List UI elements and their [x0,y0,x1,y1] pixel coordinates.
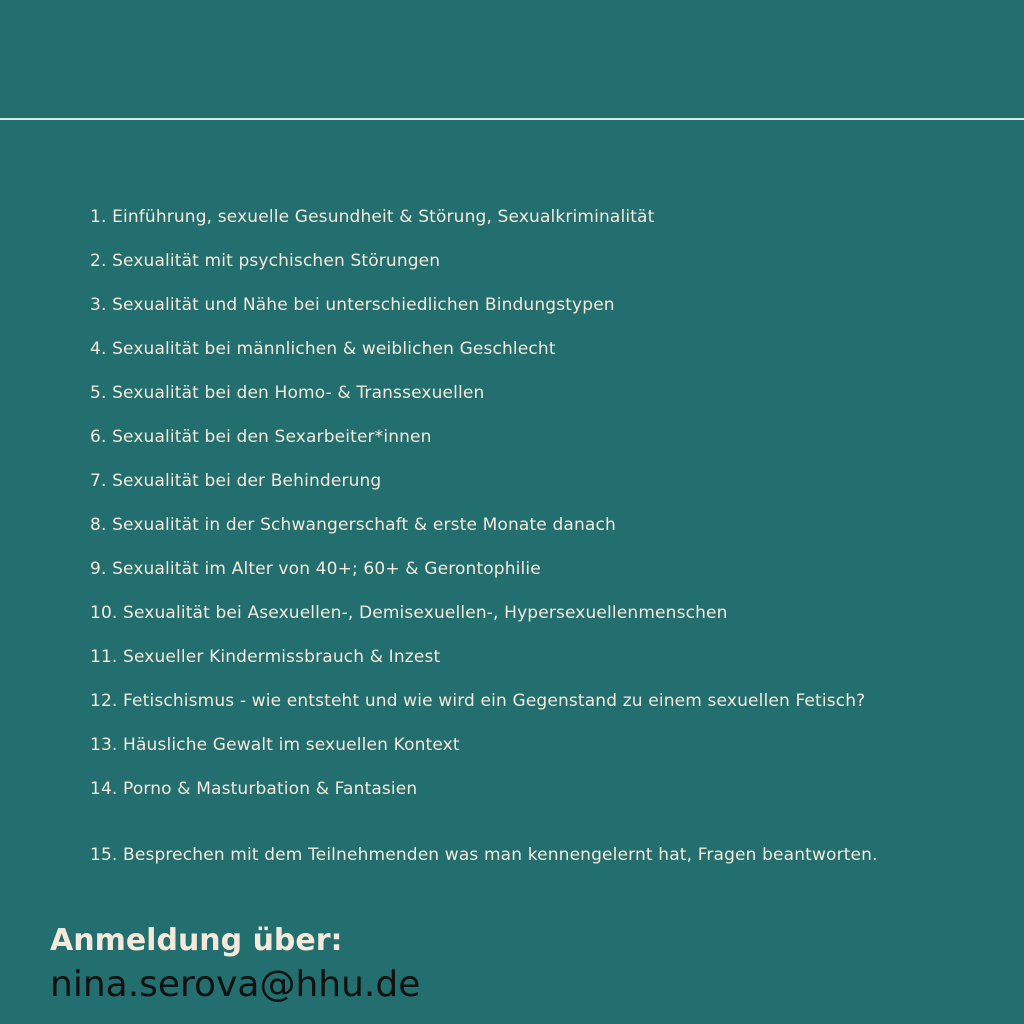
topic-item: 9. Sexualität im Alter von 40+; 60+ & Gerontophilie [90,559,541,579]
topic-item: 10. Sexualität bei Asexuellen-, Demisexuellen-, Hypersexuellenmenschen [90,603,728,623]
topic-item: 3. Sexualität und Nähe bei unterschiedlichen Bindungstypen [90,295,615,315]
topic-item: 15. Besprechen mit dem Teilnehmenden was man kennengelernt hat, Fragen beantworten. [90,845,878,865]
signup-email-link[interactable]: nina.serova@hhu.de [50,964,421,1005]
topic-item: 12. Fetischismus - wie entsteht und wie wird ein Gegenstand zu einem sexuellen Fetisch? [90,691,866,711]
topic-item: 7. Sexualität bei der Behinderung [90,471,382,491]
topic-item: 2. Sexualität mit psychischen Störungen [90,251,441,271]
top-divider-line [0,118,1024,120]
signup-heading: Anmeldung über: [50,923,343,958]
topic-item: 1. Einführung, sexuelle Gesundheit & Störung, Sexualkriminalität [90,207,655,227]
topic-item: 5. Sexualität bei den Homo- & Transsexuellen [90,383,485,403]
topic-item: 8. Sexualität in der Schwangerschaft & erste Monate danach [90,515,616,535]
topic-item: 6. Sexualität bei den Sexarbeiter*innen [90,427,432,447]
topic-item: 13. Häusliche Gewalt im sexuellen Kontext [90,735,460,755]
topic-item: 14. Porno & Masturbation & Fantasien [90,779,418,799]
topic-item: 4. Sexualität bei männlichen & weiblichen Geschlecht [90,339,556,359]
topic-item: 11. Sexueller Kindermissbrauch & Inzest [90,647,441,667]
